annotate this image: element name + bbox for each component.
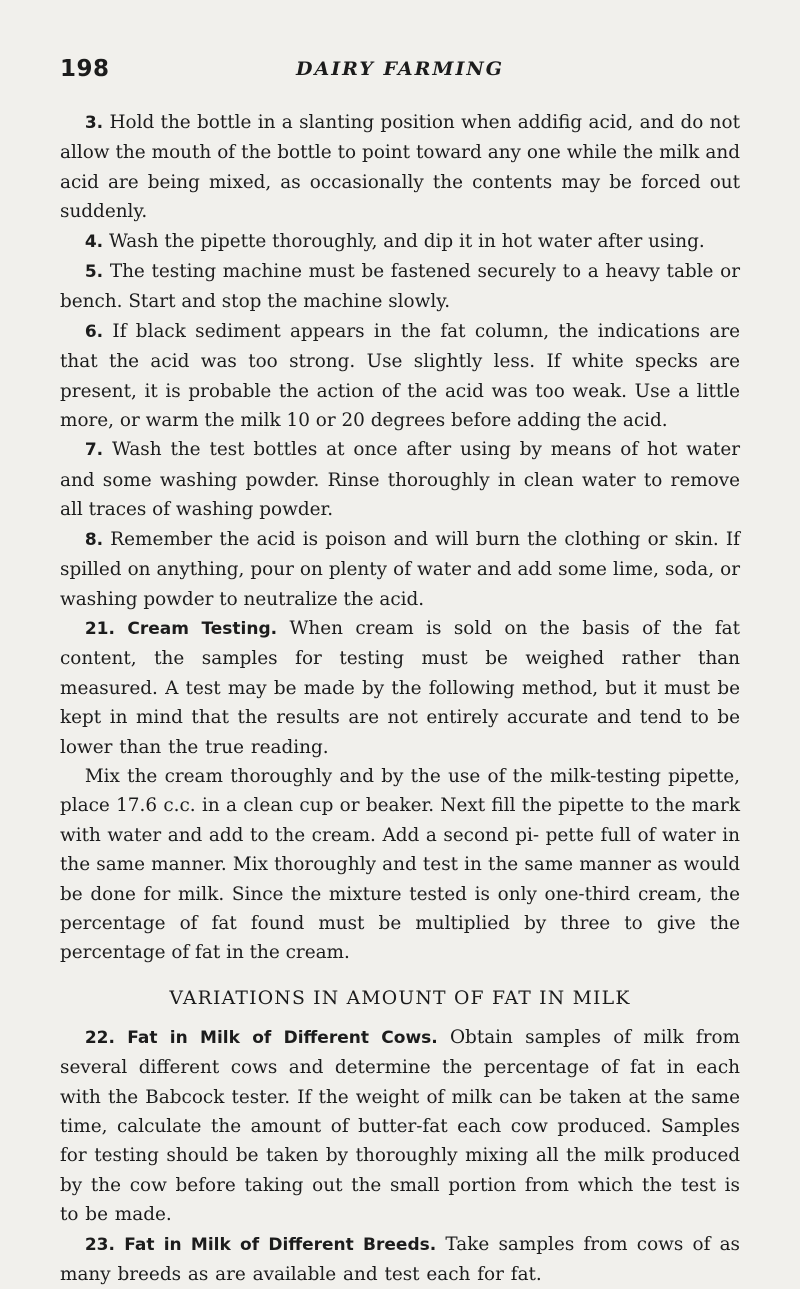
paragraph-text: Obtain samples of milk from several different cows and determine the percentage of fat in each with the Babcock tester. If the weight of milk can be taken at the same time, calculate the amount of butter-fat each cow produced. Samples for testing should be taken by thoroughly mixing all the milk produced by the cow before taking out the small portion from which the test is to be made. — [60, 1026, 740, 1226]
paragraph-4 — [60, 227, 740, 257]
paragraph-text: The testing machine must be fastened securely to a heavy table or bench. Start and stop the machine slowly. — [60, 261, 740, 313]
paragraph-21 — [60, 614, 740, 762]
item-number: 23. — [84, 1234, 115, 1255]
paragraph-text: Wash the pipette thoroughly, and dip it in hot water after using. — [103, 230, 705, 252]
running-head: DAIRY FARMING — [296, 58, 504, 80]
paragraph-text: Mix the cream thoroughly and by the use of the milk-testing pipette, place 17.6 c.c. in a clean cup or beaker. Next fill the pipette to the mark with water and add to the cream. Add a second pi- pette full of water in the same manner. Mix thoroughly and test in the same manner as would be done for milk. Since the mixture tested is only one-third cream, the percentage of fat found must be multiplied by three to give the percentage of fat in the cream. — [60, 765, 740, 964]
paragraph-text: Take samples from cows of as many breeds as are available and test each for fat. — [60, 1233, 740, 1286]
page-number: 198 — [60, 56, 110, 82]
body-text — [60, 108, 740, 1289]
item-number: 21. — [84, 618, 115, 639]
item-number: 5. — [84, 262, 104, 283]
paragraph-text: When cream is sold on the basis of the fat content, the samples for testing must be weighed rather than measured. A test may be made by the following method, but it must be kept in mind that the results are not entirely accurate and tend to be lower than the true reading. — [60, 617, 740, 758]
paragraph-7 — [60, 435, 740, 524]
item-number: 6. — [84, 321, 104, 342]
item-number: 4. — [84, 231, 104, 252]
paragraph-6 — [60, 317, 740, 436]
run-in-heading: Fat in Milk of Different Cows. — [114, 1027, 438, 1048]
item-number: 22. — [84, 1027, 115, 1048]
paragraph-text: Remember the acid is poison and will burn the clothing or skin. If spilled on anything, pour on plenty of water and add some lime, soda, or washing powder to neutralize the acid. — [60, 528, 740, 610]
paragraph-cream-method — [60, 762, 740, 968]
page-header — [60, 56, 740, 86]
item-number: 8. — [84, 529, 104, 550]
paragraph-text: If black sediment appears in the fat column, the indications are that the acid was too strong. Use slightly less. If white specks are present, it is probable the action of the acid was too weak. Use a little more, or warm the milk 10 or 20 degrees before adding the acid. — [60, 320, 740, 432]
section-heading: VARIATIONS IN AMOUNT OF FAT IN MILK — [169, 987, 631, 1009]
paragraph-23 — [60, 1230, 740, 1289]
item-number: 7. — [84, 440, 104, 461]
item-number: 3. — [84, 113, 104, 133]
run-in-heading: Cream Testing. — [114, 618, 278, 639]
paragraph-3 — [60, 108, 740, 227]
paragraph-text: Wash the test bottles at once after using by means of hot water and some washing powder. Rinse thoroughly in clean water to remove all traces of washing powder. — [60, 439, 740, 521]
paragraph-8 — [60, 525, 740, 614]
paragraph-22 — [60, 1023, 740, 1230]
paragraph-text: Hold the bottle in a slanting position when addifig acid, and do not allow the mouth of the bottle to point toward any one while the milk and acid are being mixed, as occasionally the contents may be forced out suddenly. — [60, 112, 740, 223]
run-in-heading: Fat in Milk of Different Breeds. — [114, 1234, 437, 1255]
paragraph-5 — [60, 257, 740, 317]
